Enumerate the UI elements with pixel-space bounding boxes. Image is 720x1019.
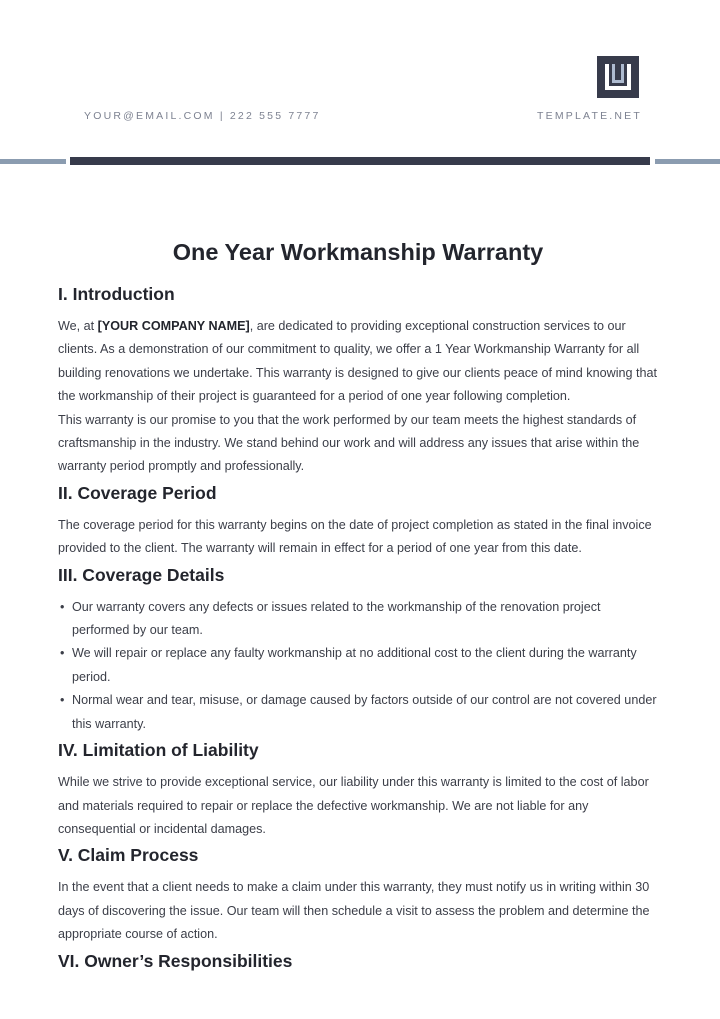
header-rule-right bbox=[655, 159, 720, 164]
contact-info: YOUR@EMAIL.COM | 222 555 7777 bbox=[84, 110, 321, 122]
list-item-text: Normal wear and tear, misuse, or damage caused by factors outside of our control are not covered under this warranty. bbox=[72, 693, 657, 731]
section-heading: VI. Owner’s Responsibilities bbox=[58, 950, 293, 971]
list-item bbox=[58, 642, 658, 689]
document-header bbox=[0, 0, 720, 170]
section-owner-responsibilities bbox=[58, 949, 658, 973]
template-net-logo-icon bbox=[597, 56, 639, 98]
bullet-icon: • bbox=[60, 693, 65, 708]
header-rule-center bbox=[70, 157, 650, 165]
header-rule-left bbox=[0, 159, 66, 164]
brand-name: TEMPLATE.NET bbox=[537, 110, 642, 122]
list-item bbox=[58, 596, 658, 643]
document-title: One Year Workmanship Warranty bbox=[172, 239, 544, 265]
coverage-period-paragraph: The coverage period for this warranty begins on the date of project completion as stated in the final invoice provided to the client. The warranty will remain in effect for a period of one year from this date. bbox=[58, 517, 652, 556]
document-body bbox=[58, 236, 658, 982]
bullet-icon: • bbox=[60, 646, 65, 661]
intro-text-start: We, at bbox=[58, 319, 98, 333]
intro-paragraph-2: This warranty is our promise to you that the work performed by our team meets the highest standards of craftsmanship in the industry. We stand behind our work and will address any issues that arise within the warranty period promptly and professionally. bbox=[58, 412, 640, 474]
intro-text-rest: , are dedicated to providing exceptional construction services to our clients. As a demonstration of our commitment to quality, we offer a 1 Year Workmanship Warranty for all building renovations we undertake. This warranty is designed to give our clients peace of mind knowing that the workmanship of their project is guaranteed for a period of one year following completion. bbox=[58, 319, 658, 404]
section-coverage-details bbox=[58, 563, 658, 736]
bullet-icon: • bbox=[60, 599, 65, 614]
liability-paragraph: While we strive to provide exceptional service, our liability under this warranty is limited to the cost of labor and materials required to repair or replace the defective workmanship. We are not liable for any consequential or incidental damages. bbox=[58, 775, 649, 836]
claim-paragraph: In the event that a client needs to make a claim under this warranty, they must notify us in writing within 30 days of discovering the issue. Our team will then schedule a visit to assess the problem and determine the appropriate course of action. bbox=[58, 880, 650, 942]
section-limitation-of-liability bbox=[58, 738, 658, 841]
intro-paragraph-1 bbox=[58, 315, 658, 409]
section-heading: III. Coverage Details bbox=[58, 564, 225, 585]
section-coverage-period bbox=[58, 481, 658, 561]
company-name-placeholder: [YOUR COMPANY NAME] bbox=[97, 319, 250, 333]
section-heading: II. Coverage Period bbox=[58, 482, 217, 503]
section-heading: V. Claim Process bbox=[58, 845, 199, 866]
list-item-text: Our warranty covers any defects or issues related to the workmanship of the renovation project performed by our team. bbox=[72, 599, 601, 638]
list-item bbox=[58, 689, 658, 736]
section-introduction bbox=[58, 282, 658, 479]
section-heading: I. Introduction bbox=[58, 284, 175, 304]
section-heading: IV. Limitation of Liability bbox=[58, 740, 259, 761]
list-item-text: We will repair or replace any faulty workmanship at no additional cost to the client during the warranty period. bbox=[72, 646, 637, 684]
coverage-details-list bbox=[58, 596, 658, 736]
section-claim-process bbox=[58, 843, 658, 946]
